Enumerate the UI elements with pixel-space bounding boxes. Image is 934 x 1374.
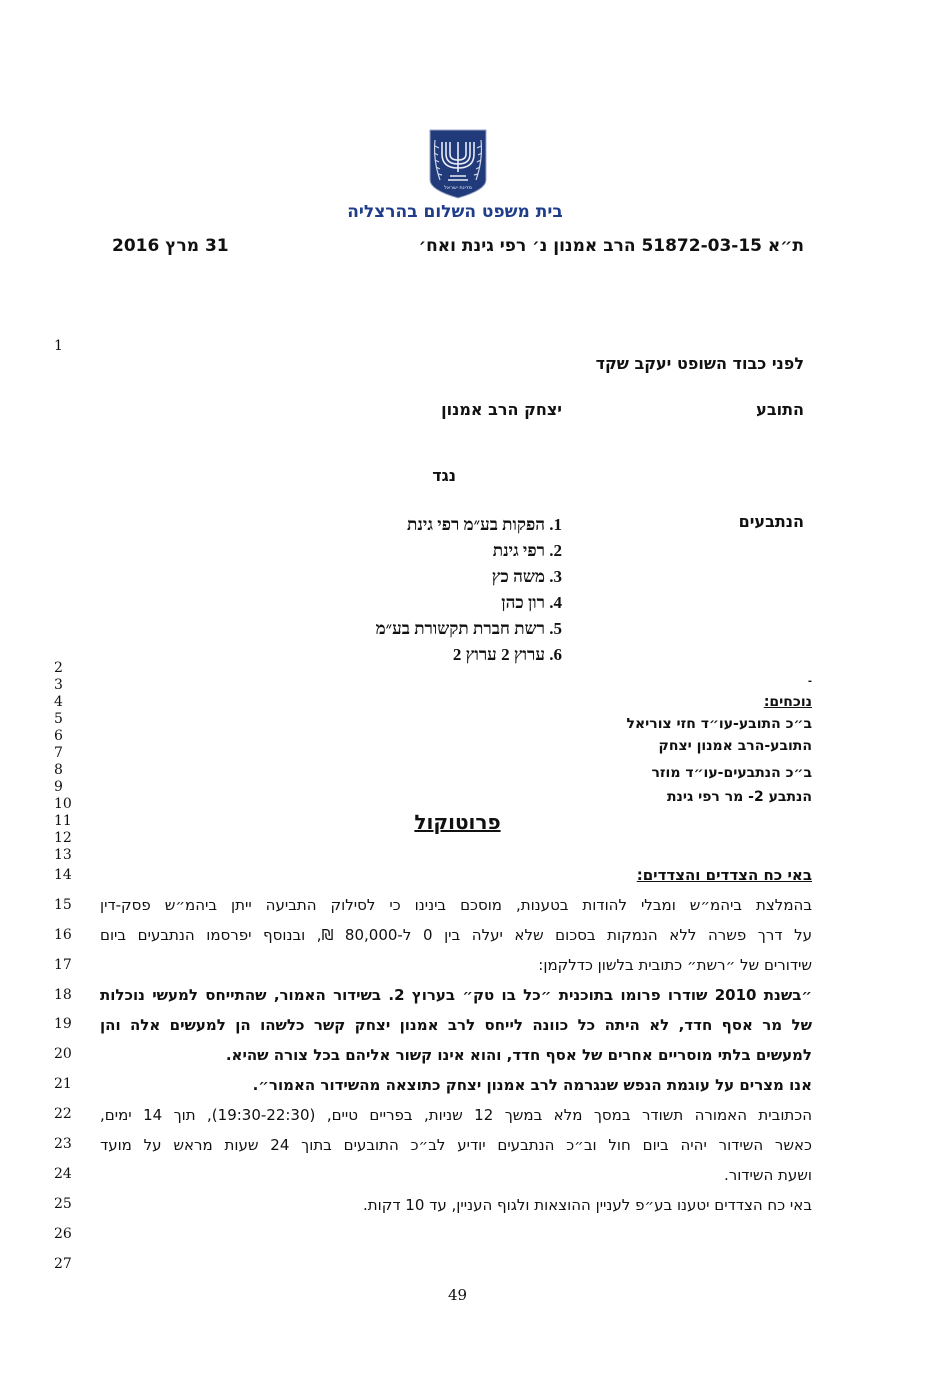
line-number: 3: [54, 677, 63, 693]
body-line: הכתובית האמורה תשודר במסך מלא במשך 12 שניות, בפריים טיים, (19:30-22:30), תוך 14 ימים,: [100, 1106, 812, 1124]
line-number: 5: [54, 711, 63, 727]
respondent-item: 2. רפי גינת: [492, 541, 562, 560]
line-number: 18: [54, 987, 72, 1003]
respondent-item: 4. רון כהן: [501, 593, 562, 612]
present-line: ב״כ הנתבעים-עו״ד מוזר: [651, 765, 812, 781]
line-number: 25: [54, 1196, 72, 1212]
quoted-text-line: למעשים בלתי מוסריים אחרים של אסף חדד, והוא אינו קשור אליהם בכל צורה שהיא.: [225, 1046, 812, 1064]
versus-label: נגד: [432, 466, 456, 485]
line-number: 15: [54, 897, 72, 913]
line-number: 12: [54, 830, 72, 846]
present-line: התובע-הרב אמנון יצחק: [658, 738, 812, 754]
respondent-item: 5. רשת חברת תקשורת בע״מ: [375, 619, 562, 638]
line-number: 19: [54, 1016, 72, 1032]
line-number: 22: [54, 1106, 72, 1122]
body-line: באי כח הצדדים יטענו בע״פ לעניין ההוצאות ולגוף העניין, עד 10 דקות.: [362, 1196, 812, 1214]
page-number: 49: [447, 1286, 468, 1304]
body-line: ושעת השידור.: [723, 1166, 812, 1184]
dash-mark: -: [807, 676, 812, 687]
court-name: בית משפט השלום בהרצליה: [347, 202, 563, 222]
body-line: שידורים של ״רשת״ כתובית בלשון כדלקמן:: [538, 956, 812, 974]
present-line: הנתבע 2- מר רפי גינת: [666, 789, 812, 805]
line-number: 2: [54, 660, 63, 676]
line-number: 16: [54, 927, 72, 943]
line-number: 23: [54, 1136, 72, 1152]
line-number: 1: [54, 338, 63, 354]
line-number: 26: [54, 1226, 72, 1242]
line-number: 10: [54, 796, 72, 812]
case-title: ת״א 51872-03-15 הרב אמנון נ׳ רפי גינת ואח׳: [418, 236, 804, 256]
present-line: ב״כ התובע-עו״ד חזי צוריאל: [626, 716, 812, 732]
line-number: 14: [54, 867, 72, 883]
line-number: 13: [54, 847, 72, 863]
line-number: 6: [54, 728, 63, 744]
line-number: 11: [54, 813, 72, 829]
line-number: 24: [54, 1166, 72, 1182]
line-number: 21: [54, 1076, 72, 1092]
line-number: 20: [54, 1046, 72, 1062]
respondent-item: 3. משה כץ: [491, 567, 562, 586]
state-emblem: [428, 128, 488, 200]
quoted-text-line: של מר אסף חדד, לא היתה כל כוונה לייחס לרב אמנון יצחק קשר כלשהו הן למעשים אלה והן: [100, 1016, 812, 1034]
line-number: 7: [54, 745, 63, 761]
line-number: 4: [54, 694, 63, 710]
protocol-title: פרוטוקול: [414, 810, 501, 834]
judge-line: לפני כבוד השופט יעקב שקד: [595, 354, 804, 373]
menorah-emblem-icon: [428, 128, 488, 200]
plaintiff-name: יצחק הרב אמנון: [441, 400, 562, 419]
section-heading: באי כח הצדדים והצדדים:: [636, 866, 812, 884]
quoted-text-line: ״בשנת 2010 שודרו פרומו בתוכנית ״כל בו טק״ בערוץ 2. בשידור האמור, שהתייחס למעשי נוכלות: [100, 986, 813, 1004]
hearing-date: 31 מרץ 2016: [112, 236, 229, 256]
respondent-item: 6. ערוץ 2 ערוץ 2: [452, 645, 562, 664]
line-number: 17: [54, 957, 72, 973]
plaintiff-label: התובע: [756, 400, 804, 419]
respondents-label: הנתבעים: [738, 512, 804, 531]
body-line: בהמלצת ביהמ״ש ומבלי להודות בטענות, מוסכם בינינו כי לסילוק התביעה ייתן ביהמ״ש פסק-דין: [100, 896, 812, 914]
body-line: כאשר השידור יהיה ביום חול וב״כ הנתבעים יודיע לב״כ התובעים בתוך 24 שעות מראש על מועד: [100, 1136, 812, 1154]
line-number: 27: [54, 1256, 72, 1272]
quoted-text-line: אנו מצרים על עוגמת הנפש שנגרמה לרב אמנון יצחק כתוצאה מהשידור האמור״.: [252, 1076, 812, 1094]
respondent-item: 1. הפקות בע״מ רפי גינת: [407, 515, 562, 534]
present-label: נוכחים:: [763, 694, 812, 710]
respondents-list: [376, 512, 562, 668]
emblem-caption: מדינת ישראל: [444, 185, 472, 191]
line-number: 9: [54, 779, 63, 795]
body-line: על דרך פשרה ללא הנמקות בסכום שלא יעלה בין 0 ל-80,000 ₪, ובנוסף יפרסמו הנתבעים ביום: [100, 926, 813, 944]
line-number: 8: [54, 762, 63, 778]
